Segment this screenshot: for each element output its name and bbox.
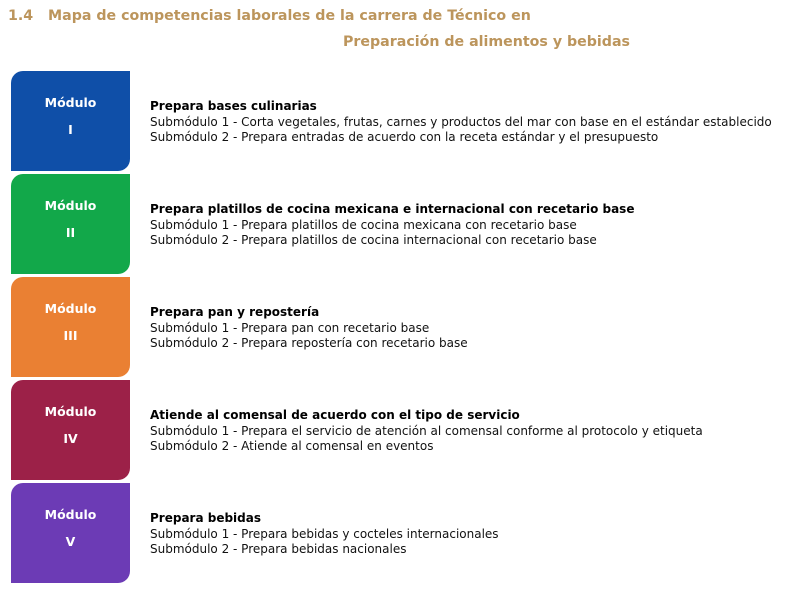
module-badge-5	[11, 483, 130, 583]
section-title-line-2: Preparación de alimentos y bebidas	[343, 34, 630, 50]
module-badge-numeral: III	[63, 328, 78, 343]
submodule-2: Submódulo 2 - Atiende al comensal en eventos	[150, 439, 434, 453]
module-title: Atiende al comensal de acuerdo con el tipo de servicio	[150, 408, 520, 422]
module-title: Prepara platillos de cocina mexicana e internacional con recetario base	[150, 202, 635, 216]
submodule-2: Submódulo 2 - Prepara repostería con recetario base	[150, 336, 468, 350]
module-badge-label: Módulo	[44, 198, 97, 213]
module-1	[11, 71, 800, 174]
module-badge-numeral: IV	[63, 431, 78, 446]
submodule-1: Submódulo 1 - Prepara platillos de cocina mexicana con recetario base	[150, 217, 577, 232]
submodule-2: Submódulo 2 - Prepara bebidas nacionales	[150, 542, 407, 556]
module-badge-label: Módulo	[44, 301, 97, 316]
submodule-1: Submódulo 1 - Corta vegetales, frutas, carnes y productos del mar con base en el estándar establecido	[150, 114, 772, 129]
module-badge-label: Módulo	[44, 95, 97, 110]
module-title: Prepara bebidas	[150, 511, 261, 525]
module-badge-label: Módulo	[44, 507, 97, 522]
module-badge-1	[11, 71, 130, 171]
module-title: Prepara bases culinarias	[150, 99, 317, 113]
module-list	[11, 71, 800, 586]
submodule-2: Submódulo 2 - Prepara platillos de cocina internacional con recetario base	[150, 233, 597, 247]
module-description	[150, 305, 468, 352]
section-title-line-1: Mapa de competencias laborales de la carrera de Técnico en	[48, 8, 531, 24]
module-5	[11, 483, 800, 586]
module-description	[150, 202, 634, 249]
module-badge-2	[11, 174, 130, 274]
submodule-1: Submódulo 1 - Prepara el servicio de atención al comensal conforme al protocolo y etiqueta	[150, 423, 703, 438]
module-description	[150, 99, 772, 146]
module-badge-4	[11, 380, 130, 480]
module-description	[150, 511, 499, 558]
module-badge-numeral: V	[65, 534, 76, 549]
module-2	[11, 174, 800, 277]
module-badge-numeral: II	[65, 225, 76, 240]
module-3	[11, 277, 800, 380]
module-description	[150, 408, 703, 455]
submodule-1: Submódulo 1 - Prepara pan con recetario base	[150, 320, 430, 335]
module-badge-label: Módulo	[44, 404, 97, 419]
module-4	[11, 380, 800, 483]
submodule-1: Submódulo 1 - Prepara bebidas y cocteles internacionales	[150, 526, 499, 541]
section-number: 1.4	[8, 8, 34, 24]
module-badge-3	[11, 277, 130, 377]
module-badge-numeral: I	[68, 122, 73, 137]
module-title: Prepara pan y repostería	[150, 305, 320, 319]
submodule-2: Submódulo 2 - Prepara entradas de acuerdo con la receta estándar y el presupuesto	[150, 130, 659, 144]
